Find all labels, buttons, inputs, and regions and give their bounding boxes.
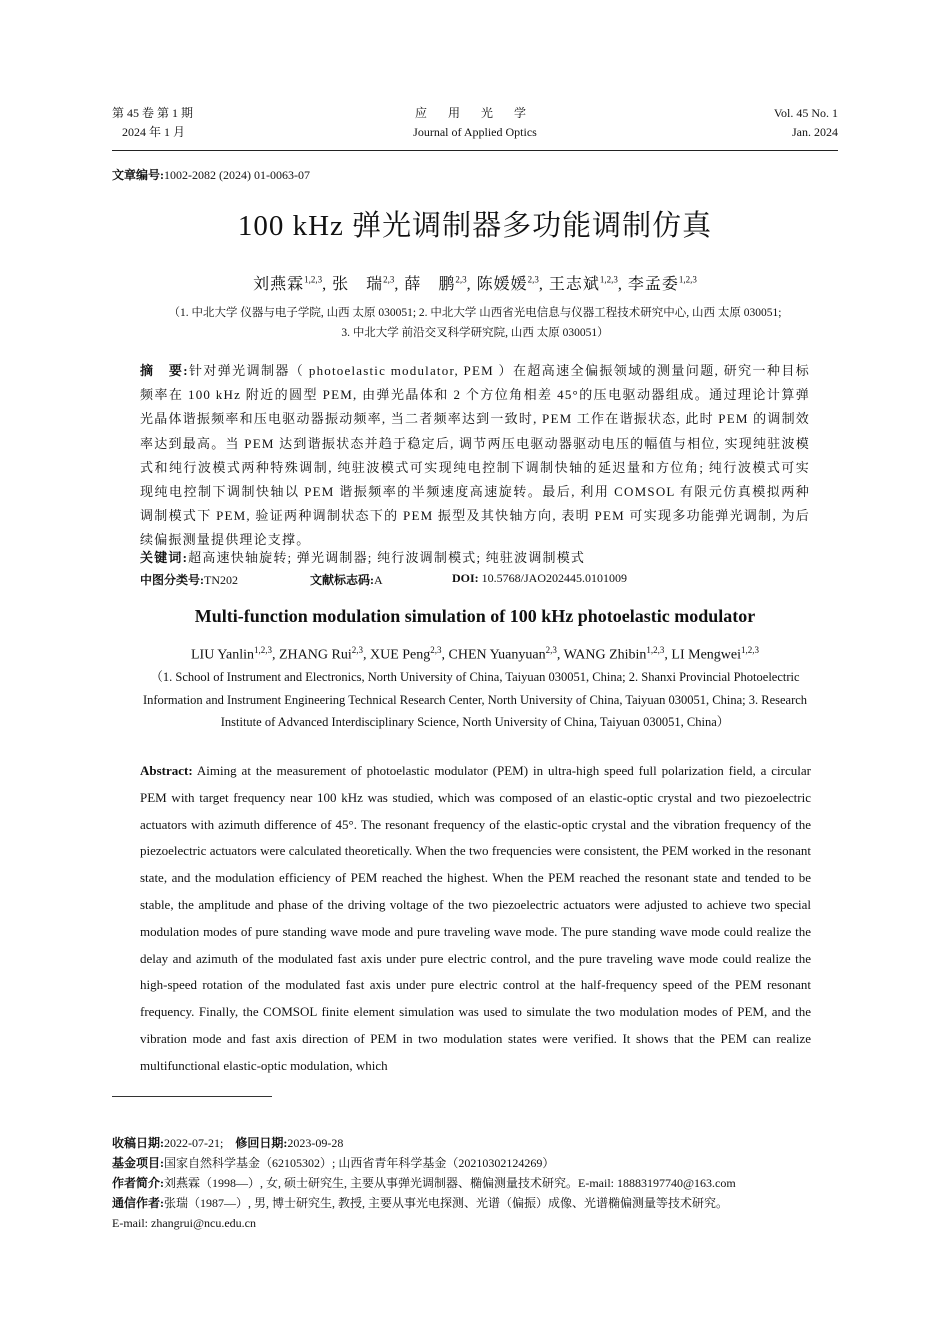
doi-value: 10.5768/JAO202445.0101009 (481, 571, 628, 585)
abstract-cn-label: 摘 要: (140, 363, 189, 378)
received-label: 收稿日期: (112, 1136, 164, 1150)
volume-cn: 第 45 卷 第 1 期 (112, 106, 194, 120)
author-cn: 陈媛媛 (476, 276, 528, 293)
author-affil-sup: 2,3 (455, 274, 467, 285)
author-affil-sup: 1,2,3 (254, 645, 272, 655)
doi (452, 571, 627, 586)
author-en: ZHANG Rui (279, 647, 352, 663)
keywords-cn (140, 547, 810, 566)
author-en: XUE Peng (369, 647, 431, 663)
affiliation-cn-line2: 3. 中北大学 前沿交叉科学研究院, 山西 太原 030051） (341, 327, 609, 339)
article-number-label: 文章编号: (112, 168, 164, 182)
doc-value: A (374, 573, 383, 587)
author-affil-sup: 2,3 (351, 645, 363, 655)
affiliations-en: （1. School of Instrument and Electronics, North University of China, Taiyuan 030051, China; 2. Shanxi Provincial Photoelectric Information and Instrument Engineering Technical Research Center, North University of China, Taiyuan 030051, China; 3. Research Institute of Advanced Interdisciplinary Science, North University of China, Taiyuan 030051, China） (142, 670, 808, 729)
volume-en: Vol. 45 No. 1 (773, 106, 838, 120)
title-cn: 100 kHz 弹光调制器多功能调制仿真 (237, 210, 713, 242)
author-affil-sup: 2,3 (430, 645, 442, 655)
clc-code (140, 571, 238, 588)
date-cn: 2024 年 1 月 (122, 125, 186, 139)
author-affil-sup: 2,3 (383, 274, 395, 285)
author-affil-sup: 1,2,3 (599, 274, 618, 285)
author-affil-sup: 1,2,3 (741, 645, 760, 655)
journal-name-en: Journal of Applied Optics (413, 125, 537, 139)
abstract-en-text: Aiming at the measurement of photoelastic modulator (PEM) in ultra-high speed full polarization field, a circular PEM with target frequency near 100 kHz was studied, which was composed of an elastic-optic crystal and two piezoelectric actuators with azimuth difference of 45°. The resonant frequency of the elastic-optic crystal and the vibration frequency of the piezoelectric actuators were calculated theoretically. When the two frequencies were consistent, the PEM worked in the resonant state, and the modulation efficiency of PEM reached the highest. When the PEM reached the resonant state and tended to be stable, the amplitude and phase of the driving voltage of the two piezoelectric actuators were adjusted to achieve two special modulation modes of pure standing wave mode and pure traveling wave mode. The pure standing wave mode could realize the delay and azimuth of the modulated fast axis under pure electric control, and the pure traveling wave mode could realize the high-speed rotation of the modulated fast axis under pure electric control at the half-frequency speed of the PEM resonant frequency. Finally, the COMSOL finite element simulation was used to simulate the two modulation modes of PEM, and the vibration mode and fast axis direction of PEM in two modulation states were verified. It shows that the PEM can realize multifunctional elastic-optic modulation, which (140, 763, 811, 1073)
corresponding-email: E-mail: zhangrui@ncu.edu.cn (112, 1216, 256, 1230)
keywords-cn-text: 超高速快轴旋转; 弹光调制器; 纯行波调制模式; 纯驻波调制模式 (188, 550, 586, 565)
author-cn: 李孟委 (627, 276, 679, 293)
author-bio-line (112, 1173, 838, 1193)
article-number-value: 1002-2082 (2024) 01-0063-07 (164, 168, 310, 182)
affiliations-cn (100, 303, 850, 343)
revised-date: 2023-09-28 (287, 1136, 344, 1150)
title-en: Multi-function modulation simulation of 100 kHz photoelastic modulator (194, 606, 756, 626)
authors-en: LIU Yanlin$^{1,2,3}$, ZHANG Rui$^{2,3}$, XUE Peng$^{2,3}$, CHEN Yuanyuan$^{2,3}$, WANG Zhibin$^{1,2,3}$, LI Mengwei$^{1,2,3}$ (190, 645, 760, 663)
author-bio-label: 作者简介: (112, 1176, 164, 1190)
author-bio-text: 刘燕霖（1998—）, 女, 硕士研究生, 主要从事弹光调制器、椭偏测量技术研究。E-mail: 18883197740@163.com (164, 1176, 736, 1190)
revised-label: 修回日期: (235, 1136, 288, 1150)
author-affil-sup: 2,3 (527, 274, 539, 285)
abstract-en (140, 758, 811, 1080)
date-en: Jan. 2024 (792, 125, 838, 139)
running-header (112, 104, 838, 151)
author-cn: 刘燕霖 (253, 276, 305, 293)
abstract-cn-text: 针对弹光调制器（ photoelastic modulator, PEM ）在超高速全偏振领域的测量问题, 研究一种目标频率在 100 kHz 附近的圆型 PEM, 由弹光晶体和 2 个方位角相差 45°的压电驱动器组成。通过理论计算弹光晶体谐振频率和压电驱动器振动频率, 当二者频率达到一致时, PEM 工作在谐振状态, 此时 PEM 的调制效率达到最高。当 PEM 达到谐振状态并趋于稳定后, 调节两压电驱动器驱动电压的幅值与相位, 实现纯驻波模式和纯行波模式两种特殊调制, 纯驻波模式可实现纯电控制下调制快轴的延迟量和方位角; 纯行波模式可实现纯电控制下调制快轴以 PEM 谐振频率的半频速度高速旋转。最后, 利用 COMSOL 有限元仿真模拟两种调制模式下 PEM, 验证两种调制状态下的 PEM 振型及其快轴方向, 表明 PEM 可实现多功能弹光调制, 为后续偏振测量提供理论支撑。 (140, 363, 810, 548)
corresponding-text: 张瑞（1987—）, 男, 博士研究生, 教授, 主要从事光电探测、光谱（偏振）成像、光谱椭偏测量等技术研究。 (164, 1196, 729, 1210)
fund-line (112, 1153, 838, 1173)
journal-name-cn: 应 用 光 学 (414, 106, 535, 120)
abstract-en-label: Abstract: (140, 763, 193, 778)
doc-label: 文献标志码: (310, 573, 374, 587)
clc-label: 中图分类号: (140, 573, 204, 587)
article-number (112, 166, 310, 183)
author-cn: 王志斌 (548, 276, 600, 293)
fund-label: 基金项目: (112, 1156, 164, 1170)
fund-text: 国家自然科学基金（62105302）; 山西省青年科学基金（20210302124269） (164, 1156, 555, 1170)
abstract-cn (140, 359, 810, 553)
author-affil-sup: 1,2,3 (678, 274, 697, 285)
keywords-cn-label: 关键词: (140, 550, 189, 565)
author-en: LI Mengwei (671, 647, 742, 663)
author-cn: 张 瑞 (332, 276, 384, 293)
footnotes (112, 1133, 838, 1233)
author-en: WANG Zhibin (563, 647, 647, 663)
corresponding-label: 通信作者: (112, 1196, 164, 1210)
doi-label: DOI: (452, 571, 479, 585)
dates-line (112, 1133, 838, 1153)
author-affil-sup: 1,2,3 (646, 645, 665, 655)
received-date: 2022-07-21; (164, 1136, 224, 1150)
clc-value: TN202 (204, 573, 238, 587)
author-en: CHEN Yuanyuan (448, 647, 546, 663)
corresponding-line (112, 1193, 838, 1213)
authors-cn: 刘燕霖$^{1,2,3}$, 张 瑞$^{2,3}$, 薛 鹏$^{2,3}$, 陈媛媛$^{2,3}$, 王志斌$^{1,2,3}$, 李孟委$^{1,2,3}$ (253, 274, 697, 293)
author-affil-sup: 2,3 (545, 645, 557, 655)
author-affil-sup: 1,2,3 (304, 274, 323, 285)
header-center (112, 104, 838, 142)
author-en: LIU Yanlin (190, 647, 254, 663)
header-right (774, 104, 838, 142)
document-code (310, 571, 383, 588)
author-cn: 薛 鹏 (404, 276, 456, 293)
footnote-divider (112, 1096, 272, 1097)
affiliation-cn-line1: （1. 中北大学 仪器与电子学院, 山西 太原 030051; 2. 中北大学 山西省光电信息与仪器工程技术研究中心, 山西 太原 030051; (168, 307, 782, 319)
